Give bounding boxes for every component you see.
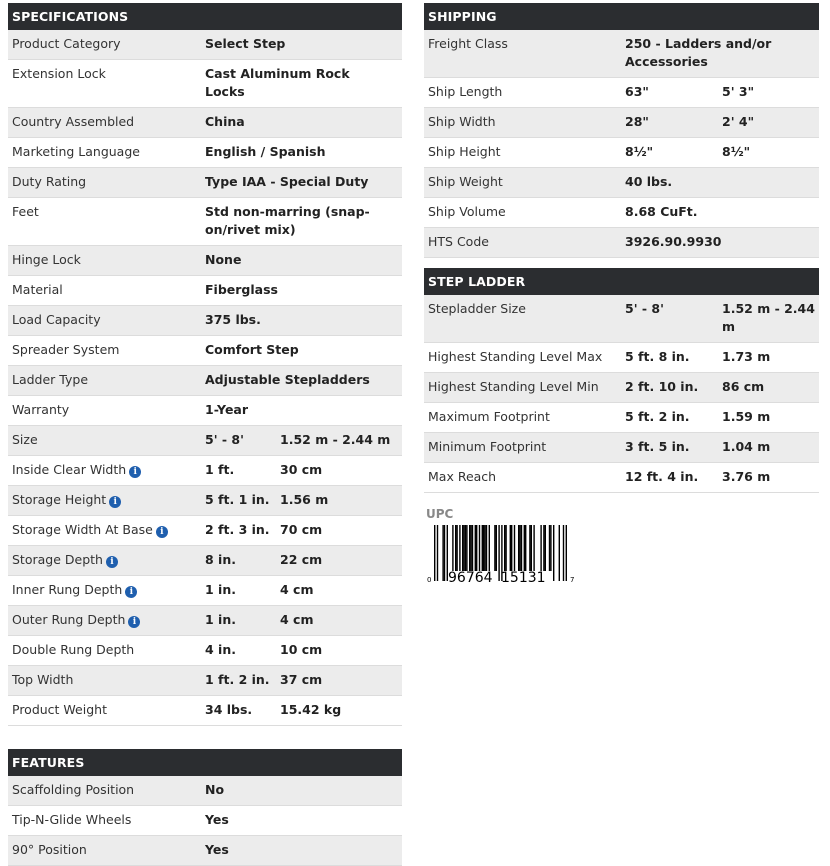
barcode-bar xyxy=(434,525,435,581)
row-value: 2 ft. 10 in. xyxy=(625,379,699,394)
row-label xyxy=(424,233,625,251)
table-row xyxy=(8,306,402,336)
row-value-metric: 86 cm xyxy=(722,379,765,394)
barcode-bar xyxy=(465,525,466,571)
row-label xyxy=(8,641,205,659)
row-value-metric: 30 cm xyxy=(280,462,323,477)
barcode-bar xyxy=(531,525,532,571)
barcode-bar xyxy=(521,525,522,571)
table-row xyxy=(8,246,402,276)
row-label-text: Spreader System xyxy=(12,342,120,357)
row-label-text: 90° Position xyxy=(12,842,87,857)
right-column xyxy=(424,3,819,590)
table-row xyxy=(8,606,402,636)
row-label xyxy=(8,701,205,719)
info-icon[interactable]: i xyxy=(156,526,168,538)
table-row xyxy=(8,576,402,606)
row-label xyxy=(8,173,205,191)
step-ladder-title: STEP LADDER xyxy=(424,268,819,295)
barcode-bar xyxy=(452,525,453,571)
barcode-bar xyxy=(529,525,530,571)
row-label-text: Feet xyxy=(12,204,39,219)
row-label-text: Duty Rating xyxy=(12,174,87,189)
row-label xyxy=(8,781,205,799)
row-value-metric: 4 cm xyxy=(280,582,314,597)
table-row xyxy=(8,426,402,456)
row-label-text: Marketing Language xyxy=(12,144,140,159)
info-icon[interactable]: i xyxy=(109,496,121,508)
row-value: 1-Year xyxy=(205,402,249,417)
row-label xyxy=(8,35,205,53)
row-label xyxy=(8,203,205,221)
table-row xyxy=(8,30,402,60)
row-value-metric: 1.52 m - 2.44 m xyxy=(722,301,815,334)
row-value: 2 ft. 3 in. xyxy=(205,522,270,537)
table-row xyxy=(424,463,819,493)
row-label xyxy=(8,581,205,599)
row-label-text: Load Capacity xyxy=(12,312,101,327)
row-label xyxy=(424,35,625,53)
row-value-metric: 37 cm xyxy=(280,672,323,687)
row-value: 5 ft. 1 in. xyxy=(205,492,270,507)
barcode-bar xyxy=(498,525,499,581)
row-label xyxy=(424,348,625,366)
specifications-section xyxy=(8,3,402,726)
row-value: 8.68 CuFt. xyxy=(625,204,698,219)
barcode-bar xyxy=(482,525,483,571)
row-label-text: Product Weight xyxy=(12,702,107,717)
row-label-text: Warranty xyxy=(12,402,70,417)
row-value: 34 lbs. xyxy=(205,702,253,717)
specifications-title: SPECIFICATIONS xyxy=(8,3,402,30)
features-title: FEATURES xyxy=(8,749,402,776)
table-row xyxy=(8,806,402,836)
barcode-bar xyxy=(524,525,525,571)
barcode-image xyxy=(426,525,576,587)
row-label xyxy=(8,551,205,569)
features-rows xyxy=(8,776,402,866)
row-value: 250 - Ladders and/or Accessories xyxy=(625,36,772,69)
row-value: Yes xyxy=(205,842,229,857)
barcode-bar xyxy=(545,525,546,571)
info-icon[interactable]: i xyxy=(106,556,118,568)
row-label-text: Inner Rung Depth xyxy=(12,582,123,597)
barcode-bar xyxy=(476,525,477,571)
row-label xyxy=(424,378,625,396)
row-value: Cast Aluminum Rock Locks xyxy=(205,66,350,99)
row-value-metric: 10 cm xyxy=(280,642,323,657)
step-ladder-section xyxy=(424,268,819,493)
row-label xyxy=(8,431,205,449)
row-value: Fiberglass xyxy=(205,282,278,297)
row-value-metric: 1.56 m xyxy=(280,492,329,507)
row-label-text: Maximum Footprint xyxy=(428,409,550,424)
upc-barcode xyxy=(426,525,819,590)
row-label-text: Highest Standing Level Min xyxy=(428,379,599,394)
shipping-section xyxy=(424,3,819,258)
barcode-bar xyxy=(518,525,519,571)
table-row xyxy=(424,198,819,228)
barcode-bar xyxy=(504,525,505,571)
table-row xyxy=(8,486,402,516)
row-value: 63" xyxy=(625,84,649,99)
row-value-metric: 22 cm xyxy=(280,552,323,567)
row-value: 40 lbs. xyxy=(625,174,673,189)
table-row xyxy=(8,546,402,576)
row-label-text: Ship Volume xyxy=(428,204,506,219)
row-value: English / Spanish xyxy=(205,144,326,159)
barcode-bar xyxy=(549,525,550,571)
row-value: Adjustable Stepladders xyxy=(205,372,370,387)
row-label-text: Country Assembled xyxy=(12,114,135,129)
row-label xyxy=(424,468,625,486)
row-label xyxy=(424,300,625,318)
row-value-metric: 2' 4" xyxy=(722,114,755,129)
row-value: 1 ft. 2 in. xyxy=(205,672,270,687)
barcode-bar xyxy=(505,525,506,571)
barcode-bar xyxy=(496,525,497,571)
step-ladder-rows xyxy=(424,295,819,493)
row-label xyxy=(424,408,625,426)
row-value: 375 lbs. xyxy=(205,312,261,327)
barcode-bar xyxy=(484,525,485,571)
barcode-bar xyxy=(466,525,467,571)
row-label-text: Hinge Lock xyxy=(12,252,81,267)
row-value-metric: 8½" xyxy=(722,144,751,159)
row-label-text: Top Width xyxy=(12,672,74,687)
row-label-text: Storage Width At Base xyxy=(12,522,153,537)
barcode-digits: 15131 xyxy=(501,570,546,586)
row-value-metric: 15.42 kg xyxy=(280,702,342,717)
row-label xyxy=(8,281,205,299)
row-label xyxy=(8,401,205,419)
row-value-metric: 4 cm xyxy=(280,612,314,627)
row-label xyxy=(8,521,205,539)
barcode-digits: 7 xyxy=(570,576,575,584)
row-value: Select Step xyxy=(205,36,286,51)
row-value: 5 ft. 8 in. xyxy=(625,349,690,364)
barcode-bar xyxy=(483,525,484,571)
barcode-digits: 0 xyxy=(427,576,432,584)
row-value: Yes xyxy=(205,812,229,827)
row-value: 8 in. xyxy=(205,552,236,567)
table-row xyxy=(8,696,402,726)
row-value: 12 ft. 4 in. xyxy=(625,469,699,484)
row-label-text: Ship Height xyxy=(428,144,501,159)
row-label-text: Ladder Type xyxy=(12,372,89,387)
barcode-bar xyxy=(459,525,460,571)
table-row xyxy=(8,516,402,546)
table-row xyxy=(424,30,819,78)
info-icon[interactable]: i xyxy=(128,616,140,628)
row-value: 1 ft. xyxy=(205,462,235,477)
left-column xyxy=(8,3,402,866)
barcode-bar xyxy=(444,525,445,581)
row-value: 1 in. xyxy=(205,612,236,627)
row-label xyxy=(8,251,205,269)
row-value: 3926.90.9930 xyxy=(625,234,722,249)
barcode-bar xyxy=(514,525,515,571)
row-value: 5' - 8' xyxy=(205,432,244,447)
row-value: 5 ft. 2 in. xyxy=(625,409,690,424)
row-label xyxy=(424,173,625,191)
row-label-text: Inside Clear Width xyxy=(12,462,127,477)
row-label xyxy=(8,65,205,83)
row-label-text: Scaffolding Position xyxy=(12,782,135,797)
barcode-bar xyxy=(563,525,564,581)
row-label-text: Stepladder Size xyxy=(428,301,526,316)
row-label xyxy=(424,143,625,161)
row-value: China xyxy=(205,114,245,129)
row-value: 8½" xyxy=(625,144,654,159)
table-row xyxy=(424,343,819,373)
barcode-digits: 96764 xyxy=(448,570,493,586)
table-row xyxy=(8,836,402,866)
row-value-metric: 3.76 m xyxy=(722,469,771,484)
table-row xyxy=(8,456,402,486)
info-icon[interactable]: i xyxy=(129,466,141,478)
row-value: None xyxy=(205,252,242,267)
table-row xyxy=(424,78,819,108)
barcode-bar xyxy=(472,525,473,571)
row-value-metric: 1.52 m - 2.44 m xyxy=(280,432,391,447)
row-value-metric: 1.59 m xyxy=(722,409,771,424)
row-label-text: Extension Lock xyxy=(12,66,106,81)
row-label xyxy=(8,611,205,629)
table-row xyxy=(424,138,819,168)
row-value: 3 ft. 5 in. xyxy=(625,439,690,454)
barcode-bar xyxy=(489,525,490,571)
row-label xyxy=(424,83,625,101)
barcode-bar xyxy=(566,525,567,581)
row-value: Type IAA - Special Duty xyxy=(205,174,369,189)
shipping-title: SHIPPING xyxy=(424,3,819,30)
table-row xyxy=(8,336,402,366)
table-row xyxy=(8,108,402,138)
table-row xyxy=(8,168,402,198)
row-label-text: Max Reach xyxy=(428,469,497,484)
table-row xyxy=(8,276,402,306)
table-row xyxy=(8,636,402,666)
row-label-text: Size xyxy=(12,432,38,447)
barcode-bar xyxy=(543,525,544,571)
row-label-text: Highest Standing Level Max xyxy=(428,349,603,364)
table-row xyxy=(424,228,819,258)
barcode-bar xyxy=(550,525,551,571)
table-row xyxy=(424,403,819,433)
table-row xyxy=(8,776,402,806)
row-label-text: Ship Weight xyxy=(428,174,503,189)
row-label xyxy=(8,311,205,329)
barcode-bar xyxy=(559,525,560,581)
row-label-text: Storage Height xyxy=(12,492,107,507)
barcode-bar xyxy=(456,525,457,571)
table-row xyxy=(424,168,819,198)
row-label xyxy=(8,811,205,829)
barcode-bar xyxy=(525,525,526,571)
barcode-bar xyxy=(511,525,512,571)
row-value-metric: 5' 3" xyxy=(722,84,755,99)
row-label-text: Minimum Footprint xyxy=(428,439,547,454)
info-icon[interactable]: i xyxy=(125,586,137,598)
barcode-bar xyxy=(533,525,534,571)
upc-label: UPC xyxy=(426,507,454,521)
barcode-bar xyxy=(463,525,464,571)
table-row xyxy=(424,433,819,463)
table-row xyxy=(8,60,402,108)
row-label xyxy=(424,113,625,131)
row-value: Comfort Step xyxy=(205,342,299,357)
barcode-bar xyxy=(455,525,456,571)
row-label xyxy=(8,113,205,131)
row-label-text: Double Rung Depth xyxy=(12,642,135,657)
row-label xyxy=(8,371,205,389)
barcode-bar xyxy=(462,525,463,571)
row-label xyxy=(8,461,205,479)
row-label xyxy=(8,341,205,359)
row-label-text: Product Category xyxy=(12,36,121,51)
row-label-text: Storage Depth xyxy=(12,552,103,567)
row-label-text: Material xyxy=(12,282,63,297)
barcode-bar xyxy=(479,525,480,571)
table-row xyxy=(424,295,819,343)
row-label xyxy=(8,841,205,859)
barcode-bar xyxy=(510,525,511,571)
row-label-text: HTS Code xyxy=(428,234,489,249)
table-row xyxy=(8,396,402,426)
barcode-bar xyxy=(475,525,476,571)
barcode-bar xyxy=(437,525,438,581)
barcode-bar xyxy=(519,525,520,571)
row-label-text: Freight Class xyxy=(428,36,508,51)
row-value: 1 in. xyxy=(205,582,236,597)
row-label xyxy=(8,143,205,161)
specifications-rows xyxy=(8,30,402,726)
row-label xyxy=(424,438,625,456)
table-row xyxy=(424,108,819,138)
row-value: 5' - 8' xyxy=(625,301,664,316)
barcode-bar xyxy=(442,525,443,581)
row-label-text: Ship Width xyxy=(428,114,496,129)
row-label xyxy=(424,203,625,221)
row-label xyxy=(8,491,205,509)
features-section xyxy=(8,749,402,866)
barcode-bar xyxy=(470,525,471,571)
row-value-metric: 70 cm xyxy=(280,522,323,537)
barcode-bar xyxy=(469,525,470,571)
row-label xyxy=(8,671,205,689)
table-row xyxy=(424,373,819,403)
row-label-text: Ship Length xyxy=(428,84,503,99)
barcode-bar xyxy=(553,525,554,581)
table-row xyxy=(8,666,402,696)
table-row xyxy=(8,366,402,396)
row-value: 28" xyxy=(625,114,649,129)
row-label-text: Tip-N-Glide Wheels xyxy=(12,812,132,827)
row-value-metric: 1.73 m xyxy=(722,349,771,364)
row-value-metric: 1.04 m xyxy=(722,439,771,454)
barcode-bar xyxy=(540,525,541,571)
barcode-bar xyxy=(494,525,495,571)
barcode-bar xyxy=(486,525,487,571)
row-value: Std non-marring (snap-on/rivet mix) xyxy=(205,204,370,237)
row-label-text: Outer Rung Depth xyxy=(12,612,126,627)
table-row xyxy=(8,198,402,246)
table-row xyxy=(8,138,402,168)
shipping-rows xyxy=(424,30,819,258)
row-value: No xyxy=(205,782,225,797)
row-value: 4 in. xyxy=(205,642,236,657)
